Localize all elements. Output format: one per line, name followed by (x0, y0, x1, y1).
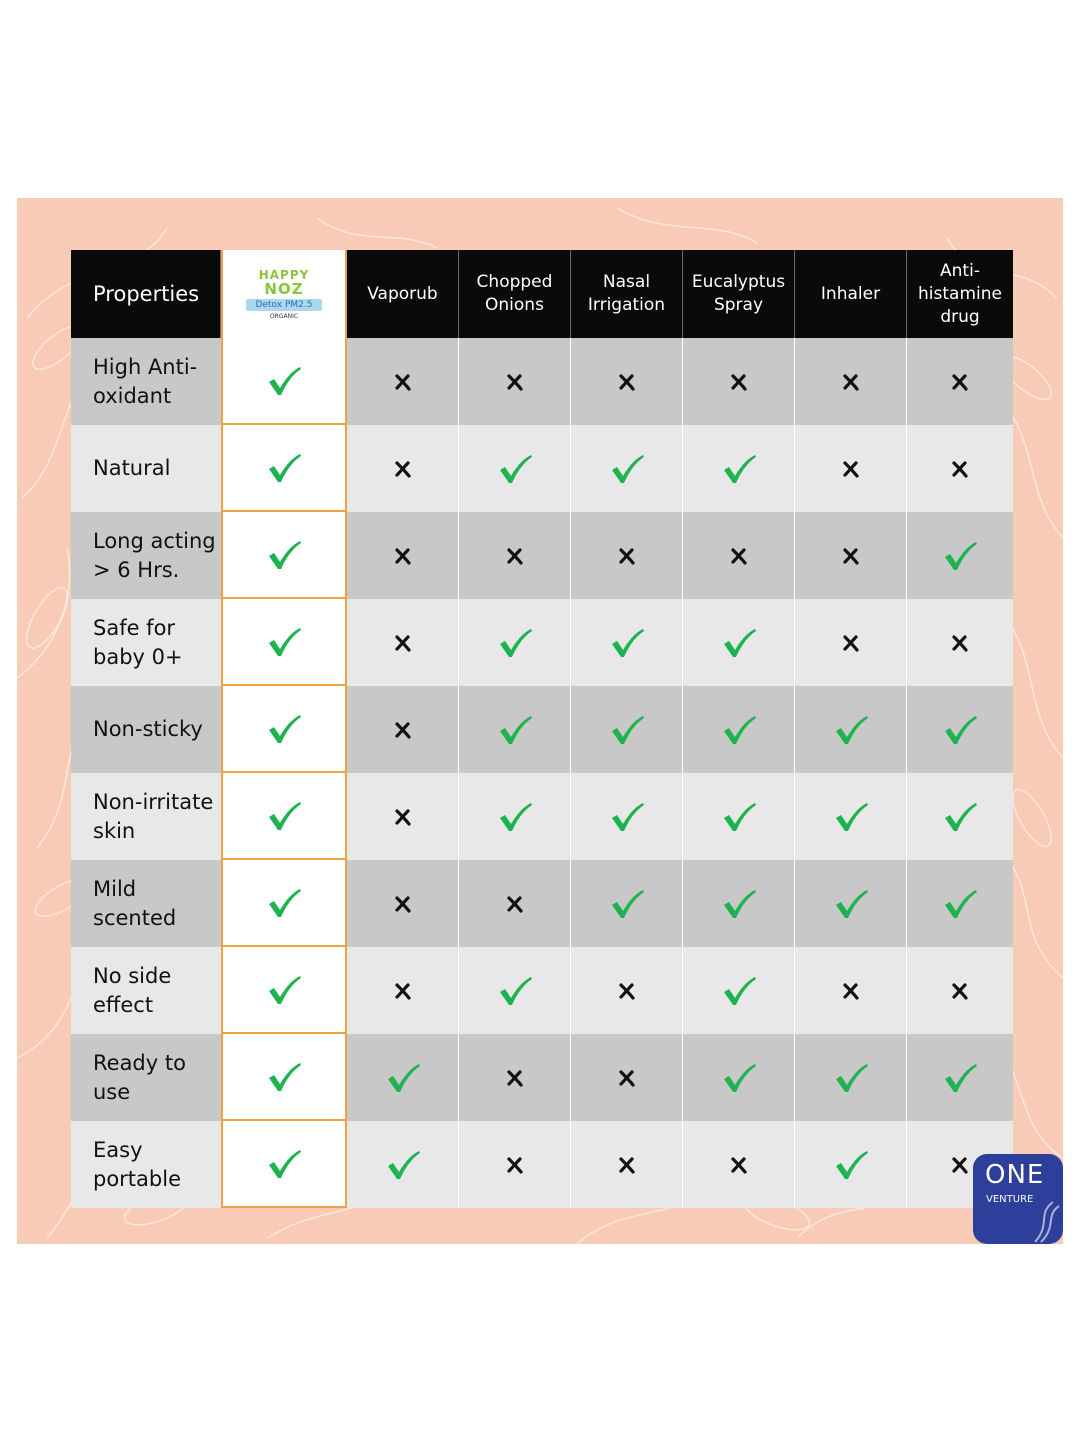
cross-icon (505, 372, 525, 392)
table-cell (907, 860, 1013, 947)
header-antihistamine-drug: Anti- histamine drug (907, 250, 1013, 338)
table-cell (907, 512, 1013, 599)
check-icon (497, 714, 533, 746)
check-icon (266, 1148, 302, 1180)
table-cell (683, 338, 795, 425)
check-icon (942, 888, 978, 920)
check-icon (942, 540, 978, 572)
table-cell (907, 773, 1013, 860)
table-cell (795, 425, 907, 512)
table-cell (459, 425, 571, 512)
table-cell (683, 773, 795, 860)
happy-noz-cell (221, 599, 347, 686)
table-cell (795, 686, 907, 773)
check-icon (721, 627, 757, 659)
check-icon (942, 714, 978, 746)
happy-noz-cell (221, 1034, 347, 1121)
cross-icon (841, 372, 861, 392)
happy-noz-cell (221, 1121, 347, 1208)
cross-icon (505, 1155, 525, 1175)
cross-icon (841, 459, 861, 479)
cross-icon (841, 546, 861, 566)
check-icon (721, 801, 757, 833)
cross-icon (841, 633, 861, 653)
check-icon (497, 627, 533, 659)
check-icon (385, 1149, 421, 1181)
table-cell (795, 773, 907, 860)
cross-icon (950, 633, 970, 653)
table-cell (795, 512, 907, 599)
check-icon (942, 1062, 978, 1094)
table-cell (459, 1121, 571, 1208)
check-icon (266, 539, 302, 571)
cross-icon (617, 372, 637, 392)
table-cell (795, 860, 907, 947)
cross-icon (729, 1155, 749, 1175)
badge-one: ONE (985, 1160, 1045, 1190)
cross-icon (617, 546, 637, 566)
cross-icon (505, 894, 525, 914)
property-label: Natural (71, 425, 221, 512)
cross-icon (393, 372, 413, 392)
property-label: Non-sticky (71, 686, 221, 773)
table-cell (907, 1034, 1013, 1121)
cross-icon (729, 546, 749, 566)
check-icon (833, 1062, 869, 1094)
check-icon (385, 1062, 421, 1094)
one-venture-badge (973, 1154, 1063, 1244)
table-cell (683, 1121, 795, 1208)
swirl-icon (1031, 1184, 1063, 1244)
table-cell (347, 512, 459, 599)
table-cell (571, 425, 683, 512)
table-cell (795, 1034, 907, 1121)
happy-noz-cell (221, 947, 347, 1034)
table-cell (683, 599, 795, 686)
header-nasal-irrigation: Nasal Irrigation (571, 250, 683, 338)
table-cell (459, 860, 571, 947)
happy-noz-cell (221, 773, 347, 860)
check-icon (833, 1149, 869, 1181)
cross-icon (393, 459, 413, 479)
check-icon (609, 888, 645, 920)
check-icon (609, 714, 645, 746)
property-label: Easy portable (71, 1121, 221, 1208)
property-label: Mild scented (71, 860, 221, 947)
table-cell (347, 860, 459, 947)
check-icon (833, 888, 869, 920)
table-cell (347, 1034, 459, 1121)
check-icon (266, 887, 302, 919)
cross-icon (950, 372, 970, 392)
badge-venture: VENTURE (986, 1194, 1034, 1205)
check-icon (266, 452, 302, 484)
cross-icon (950, 981, 970, 1001)
check-icon (266, 974, 302, 1006)
property-label: Non-irritate skin (71, 773, 221, 860)
logo-word-noz: NOZ (264, 280, 304, 298)
check-icon (497, 453, 533, 485)
table-cell (347, 773, 459, 860)
check-icon (266, 800, 302, 832)
table-cell (459, 686, 571, 773)
check-icon (266, 365, 302, 397)
check-icon (266, 713, 302, 745)
table-cell (347, 425, 459, 512)
check-icon (266, 626, 302, 658)
logo-word-happy: HAPPY (258, 268, 310, 282)
property-label: Long acting > 6 Hrs. (71, 512, 221, 599)
table-cell (571, 686, 683, 773)
table-cell (683, 425, 795, 512)
table-cell (907, 686, 1013, 773)
cross-icon (617, 981, 637, 1001)
check-icon (721, 1062, 757, 1094)
table-cell (907, 599, 1013, 686)
header-vaporub: Vaporub (347, 250, 459, 338)
table-cell (347, 599, 459, 686)
check-icon (942, 801, 978, 833)
check-icon (497, 801, 533, 833)
happy-noz-cell (221, 338, 347, 425)
table-cell (459, 947, 571, 1034)
cross-icon (393, 981, 413, 1001)
table-cell (907, 425, 1013, 512)
table-cell (795, 1121, 907, 1208)
table-cell (571, 773, 683, 860)
table-cell (347, 686, 459, 773)
cross-icon (950, 459, 970, 479)
happy-noz-cell (221, 860, 347, 947)
table-cell (795, 947, 907, 1034)
header-chopped-onions: Chopped Onions (459, 250, 571, 338)
table-cell (571, 1121, 683, 1208)
cross-icon (505, 546, 525, 566)
table-cell (683, 1034, 795, 1121)
cross-icon (505, 1068, 525, 1088)
property-label: No side effect (71, 947, 221, 1034)
check-icon (497, 975, 533, 1007)
happy-noz-cell (221, 686, 347, 773)
table-cell (459, 773, 571, 860)
cross-icon (729, 372, 749, 392)
check-icon (721, 453, 757, 485)
property-label: Safe for baby 0+ (71, 599, 221, 686)
happy-noz-logo (221, 250, 347, 338)
check-icon (833, 801, 869, 833)
table-cell (347, 338, 459, 425)
logo-small-text: ORGANIC (269, 313, 299, 320)
table-cell (683, 860, 795, 947)
cross-icon (393, 720, 413, 740)
table-cell (571, 1034, 683, 1121)
property-label: High Anti- oxidant (71, 338, 221, 425)
property-label: Ready to use (71, 1034, 221, 1121)
table-cell (683, 947, 795, 1034)
table-cell (459, 512, 571, 599)
happy-noz-cell (221, 425, 347, 512)
cross-icon (393, 807, 413, 827)
table-cell (571, 860, 683, 947)
cross-icon (393, 546, 413, 566)
check-icon (721, 975, 757, 1007)
cross-icon (617, 1068, 637, 1088)
table-cell (795, 599, 907, 686)
cross-icon (841, 981, 861, 1001)
check-icon (721, 888, 757, 920)
table-cell (459, 1034, 571, 1121)
table-cell (347, 947, 459, 1034)
check-icon (833, 714, 869, 746)
check-icon (609, 453, 645, 485)
table-cell (571, 512, 683, 599)
table-cell (907, 338, 1013, 425)
table-cell (571, 947, 683, 1034)
check-icon (609, 627, 645, 659)
happy-noz-cell (221, 512, 347, 599)
table-cell (683, 512, 795, 599)
table-cell (459, 599, 571, 686)
table-cell (571, 599, 683, 686)
cross-icon (617, 1155, 637, 1175)
check-icon (609, 801, 645, 833)
header-eucalyptus-spray: Eucalyptus Spray (683, 250, 795, 338)
cross-icon (393, 894, 413, 914)
header-properties: Properties (71, 250, 221, 338)
check-icon (721, 714, 757, 746)
cross-icon (393, 633, 413, 653)
header-inhaler: Inhaler (795, 250, 907, 338)
table-cell (459, 338, 571, 425)
logo-ribbon: Detox PM2.5 (246, 299, 323, 311)
comparison-table (71, 250, 1013, 1208)
cross-icon (950, 1155, 970, 1175)
table-cell (571, 338, 683, 425)
table-cell (907, 947, 1013, 1034)
table-cell (795, 338, 907, 425)
table-cell (347, 1121, 459, 1208)
check-icon (266, 1061, 302, 1093)
table-cell (683, 686, 795, 773)
